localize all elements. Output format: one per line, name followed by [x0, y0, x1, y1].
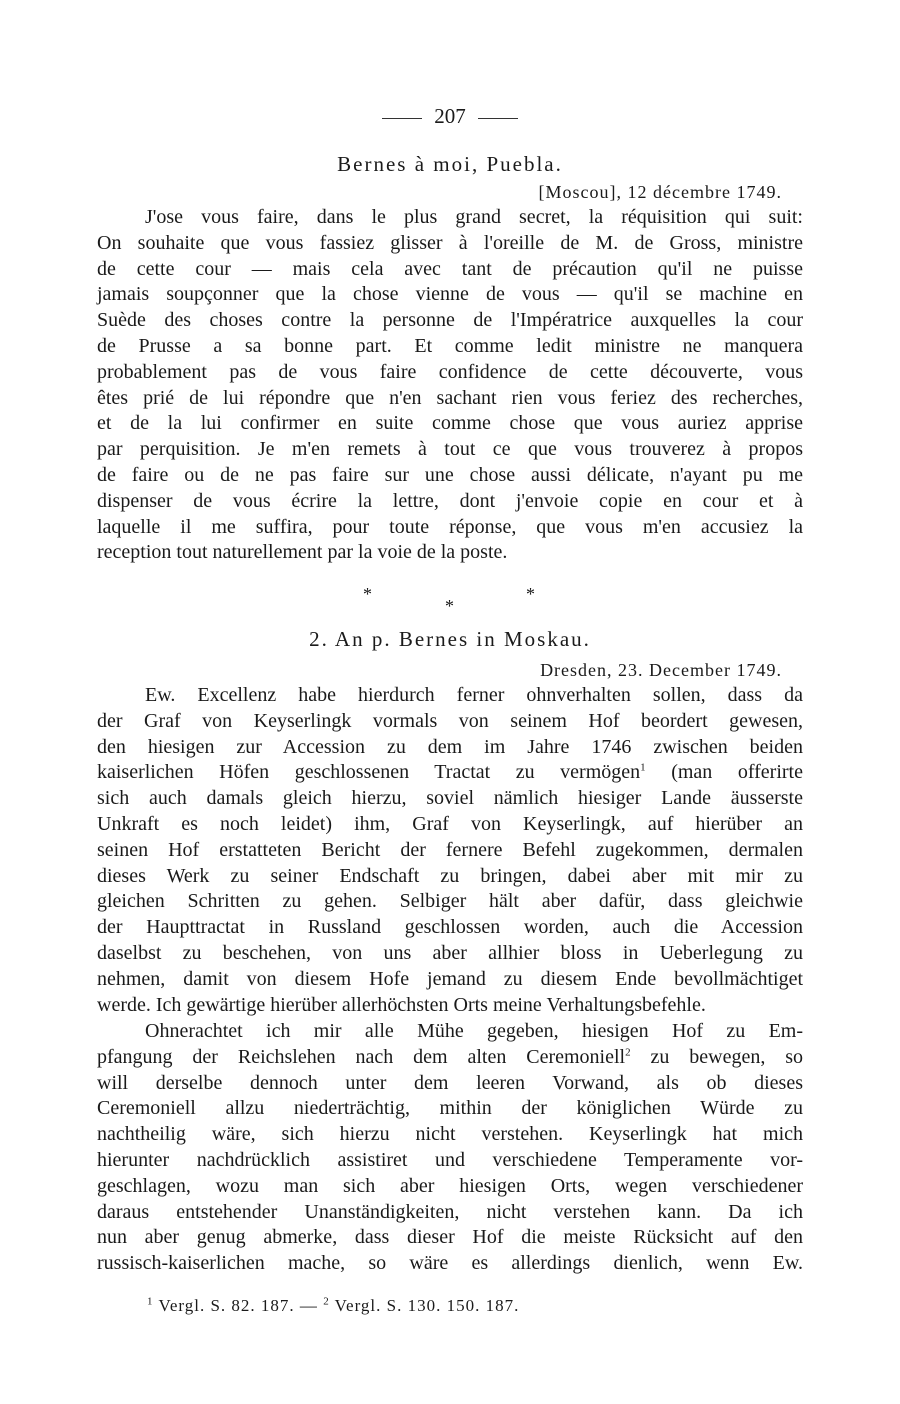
letter1-body — [97, 205, 803, 566]
letter2-body-paragraph-1 — [97, 683, 803, 1018]
text-line: nachtheilig wäre, sich hierzu nicht verstehen. Keyserlingk hat mich — [97, 1123, 803, 1146]
text-line: will derselbe dennoch unter dem leeren Vorwand, als ob dieses — [97, 1071, 803, 1094]
text-line: laquelle il me suffira, pour toute réponse, que vous m'en accusiez la — [97, 515, 803, 538]
text-segment: zu bewegen, so — [650, 1045, 804, 1068]
text-segment: pfangung der Reichslehen nach dem alten Ceremoniell — [97, 1045, 626, 1068]
text-line: On souhaite que vous fassiez glisser à l'oreille de M. de Gross, ministre — [97, 231, 803, 254]
letter2-body-paragraph-2 — [97, 1019, 803, 1277]
footnote-number: 1 — [147, 1295, 154, 1308]
letter1-heading: Bernes à moi, Puebla. — [337, 152, 563, 176]
text-line: hierunter nachdrücklich assistiret und verschiedene Temperamente vor- — [97, 1148, 803, 1171]
footnote-text: Vergl. S. 130. 150. 187. — [334, 1296, 520, 1315]
page-number — [0, 104, 900, 129]
text-line: der Haupttractat in Russland geschlossen worden, auch die Accession — [97, 916, 803, 939]
text-line: nun aber genug abmerke, dass dieser Hof die meiste Rücksicht auf den — [97, 1226, 803, 1249]
letter2-dateline: Dresden, 23. December 1749. — [540, 660, 782, 680]
text-line: sich auch damals gleich hierzu, soviel nämlich hiesiger Lande äusserste — [97, 787, 803, 810]
text-line: dieses Werk zu seiner Endschaft zu bringen, dabei aber mit mir zu — [97, 864, 803, 887]
footnotes — [147, 1296, 519, 1316]
text-line — [97, 760, 803, 786]
text-line: Unkraft es noch leidet) ihm, Graf von Keyserlingk, auf hierüber an — [97, 812, 803, 835]
text-line: reception tout naturellement par la voie de la poste. — [97, 541, 508, 564]
text-line: et de la lui confirmer en suite comme chose que vous auriez apprise — [97, 412, 803, 435]
text-line: êtes prié de lui répondre que n'en sachant rien vous feriez des recherches, — [97, 386, 803, 409]
text-line: de Prusse a sa bonne part. Et comme ledit ministre ne manquera — [97, 334, 803, 357]
footnote-text: Vergl. S. 82. 187. — — [158, 1296, 318, 1315]
text-line: probablement pas de vous faire confidence de cette découverte, vous — [97, 360, 803, 383]
text-line: J'ose vous faire, dans le plus grand secret, la réquisition qui suit: — [145, 206, 803, 228]
page-number-dash-left — [382, 118, 422, 119]
page-number-dash-right — [478, 118, 518, 119]
text-line: Ew. Excellenz habe hierdurch ferner ohnverhalten sollen, dass da — [145, 684, 803, 706]
text-line: de faire ou de ne pas faire sur une chose aussi délicate, n'ayant pu me — [97, 463, 803, 486]
footnote-marker: 2 — [625, 1046, 631, 1059]
text-line: Suède des choses contre la personne de l'Impératrice auxquelles la cour — [97, 309, 803, 332]
text-line: den hiesigen zur Accession zu dem im Jahre 1746 zwischen beiden — [97, 735, 803, 758]
text-line: nehmen, damit von diesem Hofe jemand zu diesem Ende bevollmächtiget — [97, 967, 803, 990]
footnote-marker: 1 — [640, 761, 646, 774]
text-line: dispenser de vous écrire la lettre, dont j'envoie copie en cour et à — [97, 489, 803, 512]
letter2-heading: 2. An p. Bernes in Moskau. — [309, 627, 591, 651]
page-number-text: 207 — [434, 104, 466, 128]
text-line: Ceremoniell allzu niederträchtig, mithin der königlichen Würde zu — [97, 1097, 803, 1120]
text-segment: kaiserlichen Höfen geschlossenen Tractat zu vermögen — [97, 761, 641, 784]
letter1-dateline: [Moscou], 12 décembre 1749. — [538, 182, 782, 202]
text-line: russisch-kaiserlichen mache, so wäre es allerdings dienlich, wenn Ew. — [97, 1252, 803, 1275]
text-line: daraus entstehender Unanständigkeiten, nicht verstehen kann. Da ich — [97, 1200, 803, 1223]
text-line: par perquisition. Je m'en remets à tout ce que vous trouverez à propos — [97, 438, 803, 461]
text-line: seinen Hof erstatteten Bericht der fernere Befehl zugekommen, dermalen — [97, 838, 803, 861]
text-line: werde. Ich gewärtige hierüber allerhöchsten Orts meine Verhaltungsbefehle. — [97, 993, 706, 1016]
text-segment: (man offerirte — [671, 761, 803, 784]
text-line: Ohnerachtet ich mir alle Mühe gegeben, hiesigen Hof zu Em- — [145, 1020, 803, 1042]
text-line: der Graf von Keyserlingk vormals von seinem Hof beordert gewesen, — [97, 709, 803, 732]
separator-star: * — [526, 584, 535, 604]
text-line — [97, 1045, 803, 1071]
separator-star: * — [363, 584, 372, 604]
text-line: jamais soupçonner que la chose vienne de vous — qu'il se machine en — [97, 283, 803, 306]
separator-star: * — [445, 596, 454, 616]
footnote-number: 2 — [323, 1295, 330, 1308]
text-line: de cette cour — mais cela avec tant de précaution qu'il ne puisse — [97, 257, 803, 280]
text-line: daselbst zu beschehen, von uns aber allhier bloss in Ueberlegung zu — [97, 941, 803, 964]
text-line: geschlagen, wozu man sich aber hiesigen Orts, wegen verschiedener — [97, 1174, 803, 1197]
text-line: gleichen Schritten zu gehen. Selbiger hält aber dafür, dass gleichwie — [97, 890, 803, 913]
